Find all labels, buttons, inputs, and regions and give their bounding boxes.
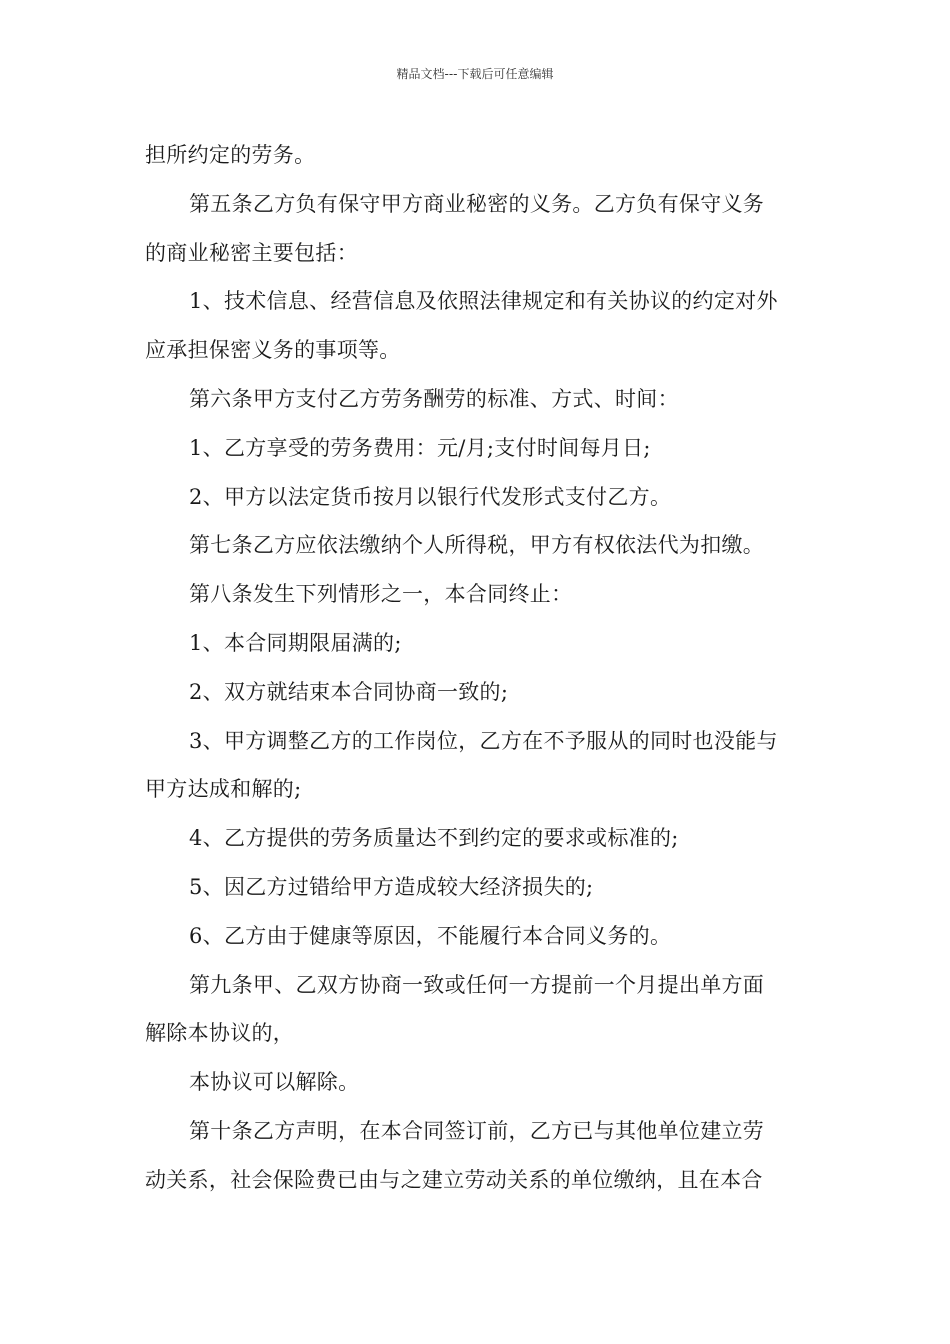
text-line: 3、甲方调整乙方的工作岗位，乙方在不予服从的同时也没能与 (189, 728, 778, 753)
text-line: 第六条甲方支付乙方劳务酬劳的标准、方式、时间： (189, 386, 679, 411)
text-line: 2、双方就结束本合同协商一致的; (189, 679, 509, 704)
text-line: 担所约定的劳务。 (145, 143, 316, 167)
text-line: 应承担保密义务的事项等。 (145, 338, 401, 363)
text-line: 的商业秘密主要包括： (145, 240, 358, 265)
text-line: 甲方达成和解的; (145, 777, 302, 802)
text-line: 2、甲方以法定货币按月以银行代发形式支付乙方。 (189, 484, 672, 509)
text-line: 1、乙方享受的劳务费用：元/月;支付时间每月日; (189, 435, 651, 460)
text-line: 第八条发生下列情形之一，本合同终止： (189, 582, 573, 607)
text-line: 1、本合同期限届满的; (189, 630, 402, 655)
text-line: 1、技术信息、经营信息及依照法律规定和有关协议的约定对外 (189, 289, 778, 314)
text-line: 第七条乙方应依法缴纳个人所得税，甲方有权依法代为扣缴。 (189, 533, 765, 558)
text-line: 解除本协议的， (145, 1021, 295, 1046)
text-line: 4、乙方提供的劳务质量达不到约定的要求或标准的; (189, 826, 679, 851)
text-line: 5、因乙方过错给甲方造成较大经济损失的; (189, 874, 594, 899)
text-line: 6、乙方由于健康等原因，不能履行本合同义务的。 (189, 923, 672, 948)
document-body (145, 131, 807, 1205)
page-header: 精品文档---下载后可任意编辑 (396, 67, 554, 81)
text-line: 第十条乙方声明，在本合同签订前，乙方已与其他单位建立劳 (189, 1118, 765, 1143)
text-line: 第五条乙方负有保守甲方商业秘密的义务。乙方负有保守义务 (189, 191, 765, 216)
text-line: 动关系，社会保险费已由与之建立劳动关系的单位缴纳，且在本合 (145, 1167, 763, 1192)
text-line: 第九条甲、乙双方协商一致或任何一方提前一个月提出单方面 (189, 972, 765, 997)
text-line: 本协议可以解除。 (189, 1070, 360, 1095)
